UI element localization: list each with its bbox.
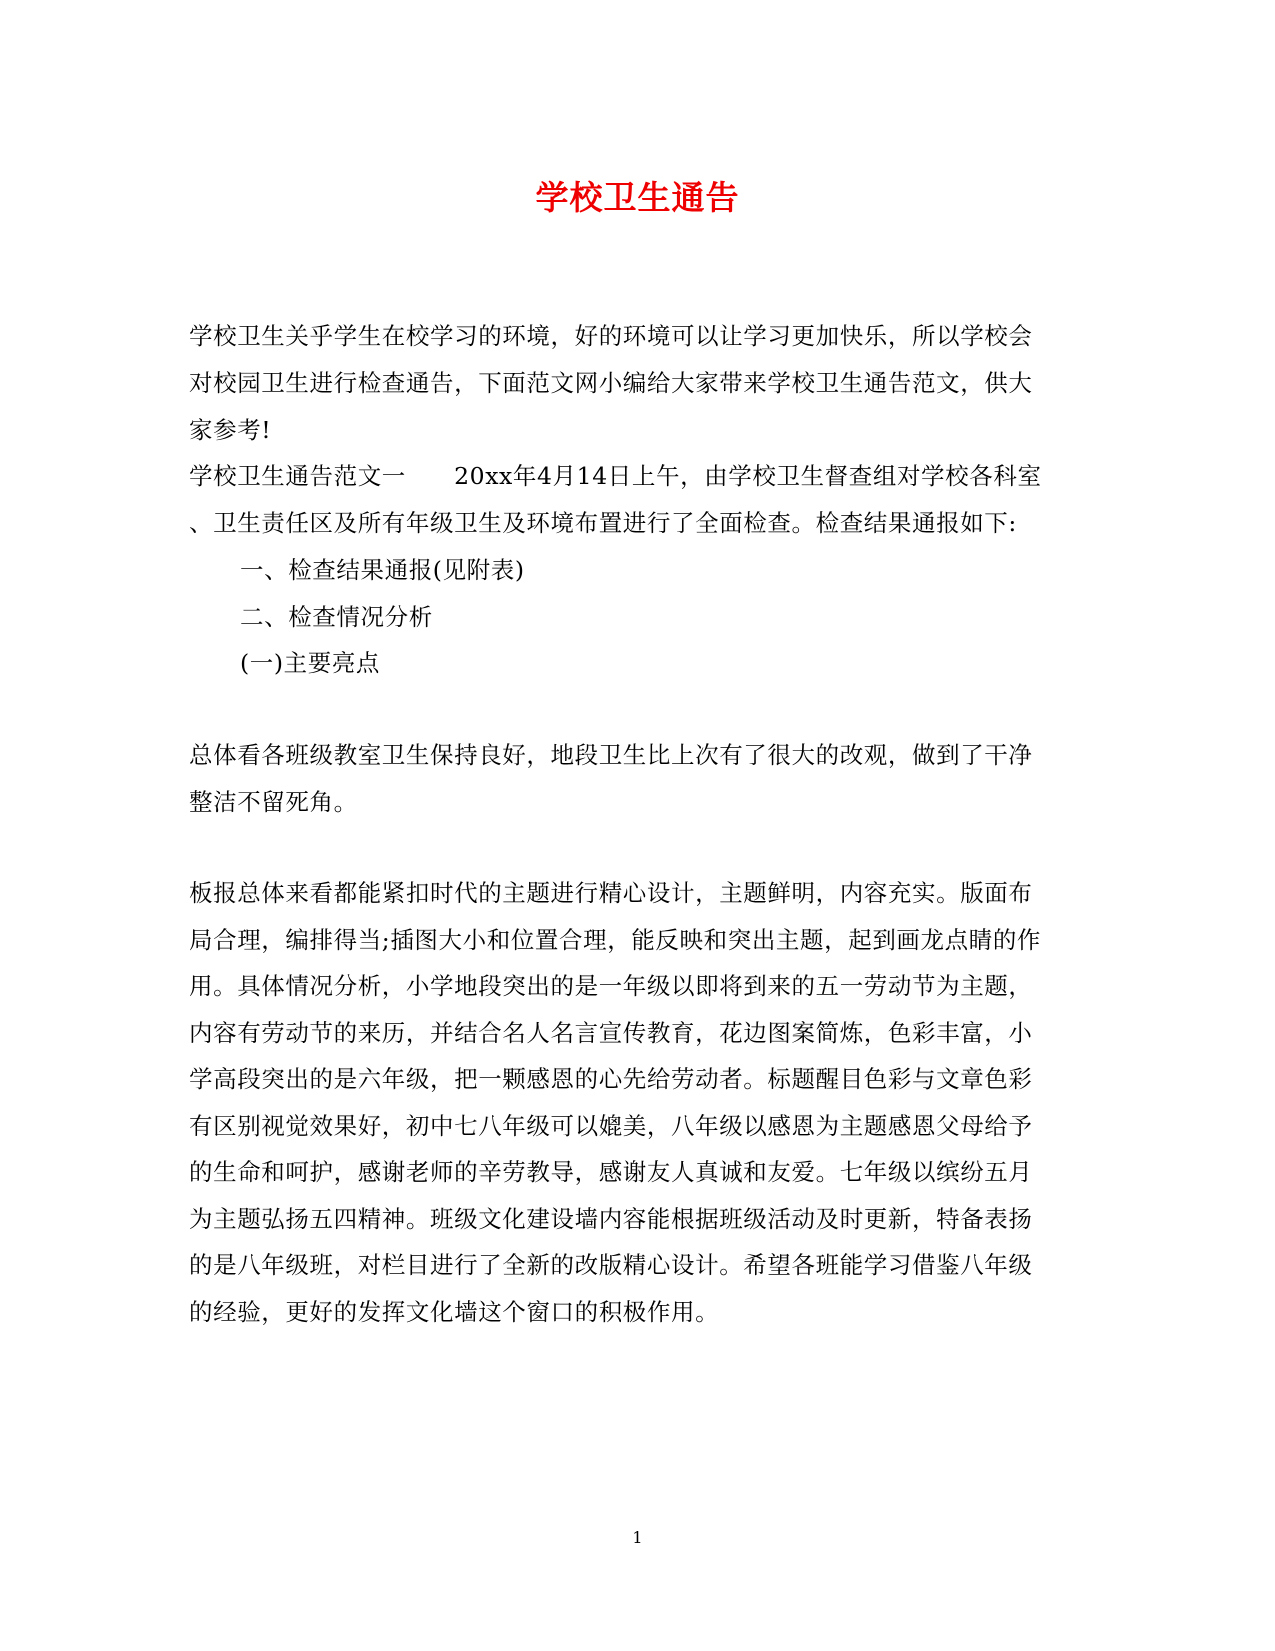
paragraph-line: 板报总体来看都能紧扣时代的主题进行精心设计，主题鲜明，内容充实。版面布	[189, 879, 1033, 907]
paragraph-line: 、卫生责任区及所有年级卫生及环境布置进行了全面检查。检查结果通报如下:	[189, 509, 1017, 537]
paragraph-line: 学校卫生关乎学生在校学习的环境，好的环境可以让学习更加快乐，所以学校会	[189, 322, 1033, 350]
paragraph-line: 的经验，更好的发挥文化墙这个窗口的积极作用。	[189, 1298, 720, 1326]
paragraph-line: 学校卫生通告范文一 20xx年4月14日上午，由学校卫生督查组对学校各科室	[189, 462, 1042, 490]
subsection-heading: (一)主要亮点	[240, 649, 381, 677]
paragraph-line: 有区别视觉效果好，初中七八年级可以媲美，八年级以感恩为主题感恩父母给予	[189, 1112, 1033, 1140]
paragraph-line: 整洁不留死角。	[189, 788, 358, 816]
page-number: 1	[632, 1528, 643, 1547]
paragraph-line: 为主题弘扬五四精神。班级文化建设墙内容能根据班级活动及时更新，特备表扬	[189, 1205, 1033, 1233]
document-title: 学校卫生通告	[535, 178, 740, 217]
paragraph-line: 学高段突出的是六年级，把一颗感恩的心先给劳动者。标题醒目色彩与文章色彩	[189, 1065, 1033, 1093]
paragraph-line: 用。具体情况分析，小学地段突出的是一年级以即将到来的五一劳动节为主题，	[189, 972, 1033, 1000]
paragraph-line: 的是八年级班，对栏目进行了全新的改版精心设计。希望各班能学习借鉴八年级	[189, 1251, 1033, 1279]
section-heading: 一、检查结果通报(见附表)	[240, 556, 525, 584]
paragraph-line: 总体看各班级教室卫生保持良好，地段卫生比上次有了很大的改观，做到了干净	[189, 741, 1033, 769]
section-heading: 二、检查情况分析	[240, 603, 433, 631]
paragraph-line: 局合理，编排得当;插图大小和位置合理，能反映和突出主题，起到画龙点睛的作	[189, 926, 1042, 954]
paragraph-line: 的生命和呵护，感谢老师的辛劳教导，感谢友人真诚和友爱。七年级以缤纷五月	[189, 1158, 1033, 1186]
paragraph-line: 家参考!	[189, 416, 272, 444]
paragraph-line: 对校园卫生进行检查通告，下面范文网小编给大家带来学校卫生通告范文，供大	[189, 369, 1033, 397]
paragraph-line: 内容有劳动节的来历，并结合名人名言宣传教育，花边图案简炼，色彩丰富，小	[189, 1019, 1033, 1047]
